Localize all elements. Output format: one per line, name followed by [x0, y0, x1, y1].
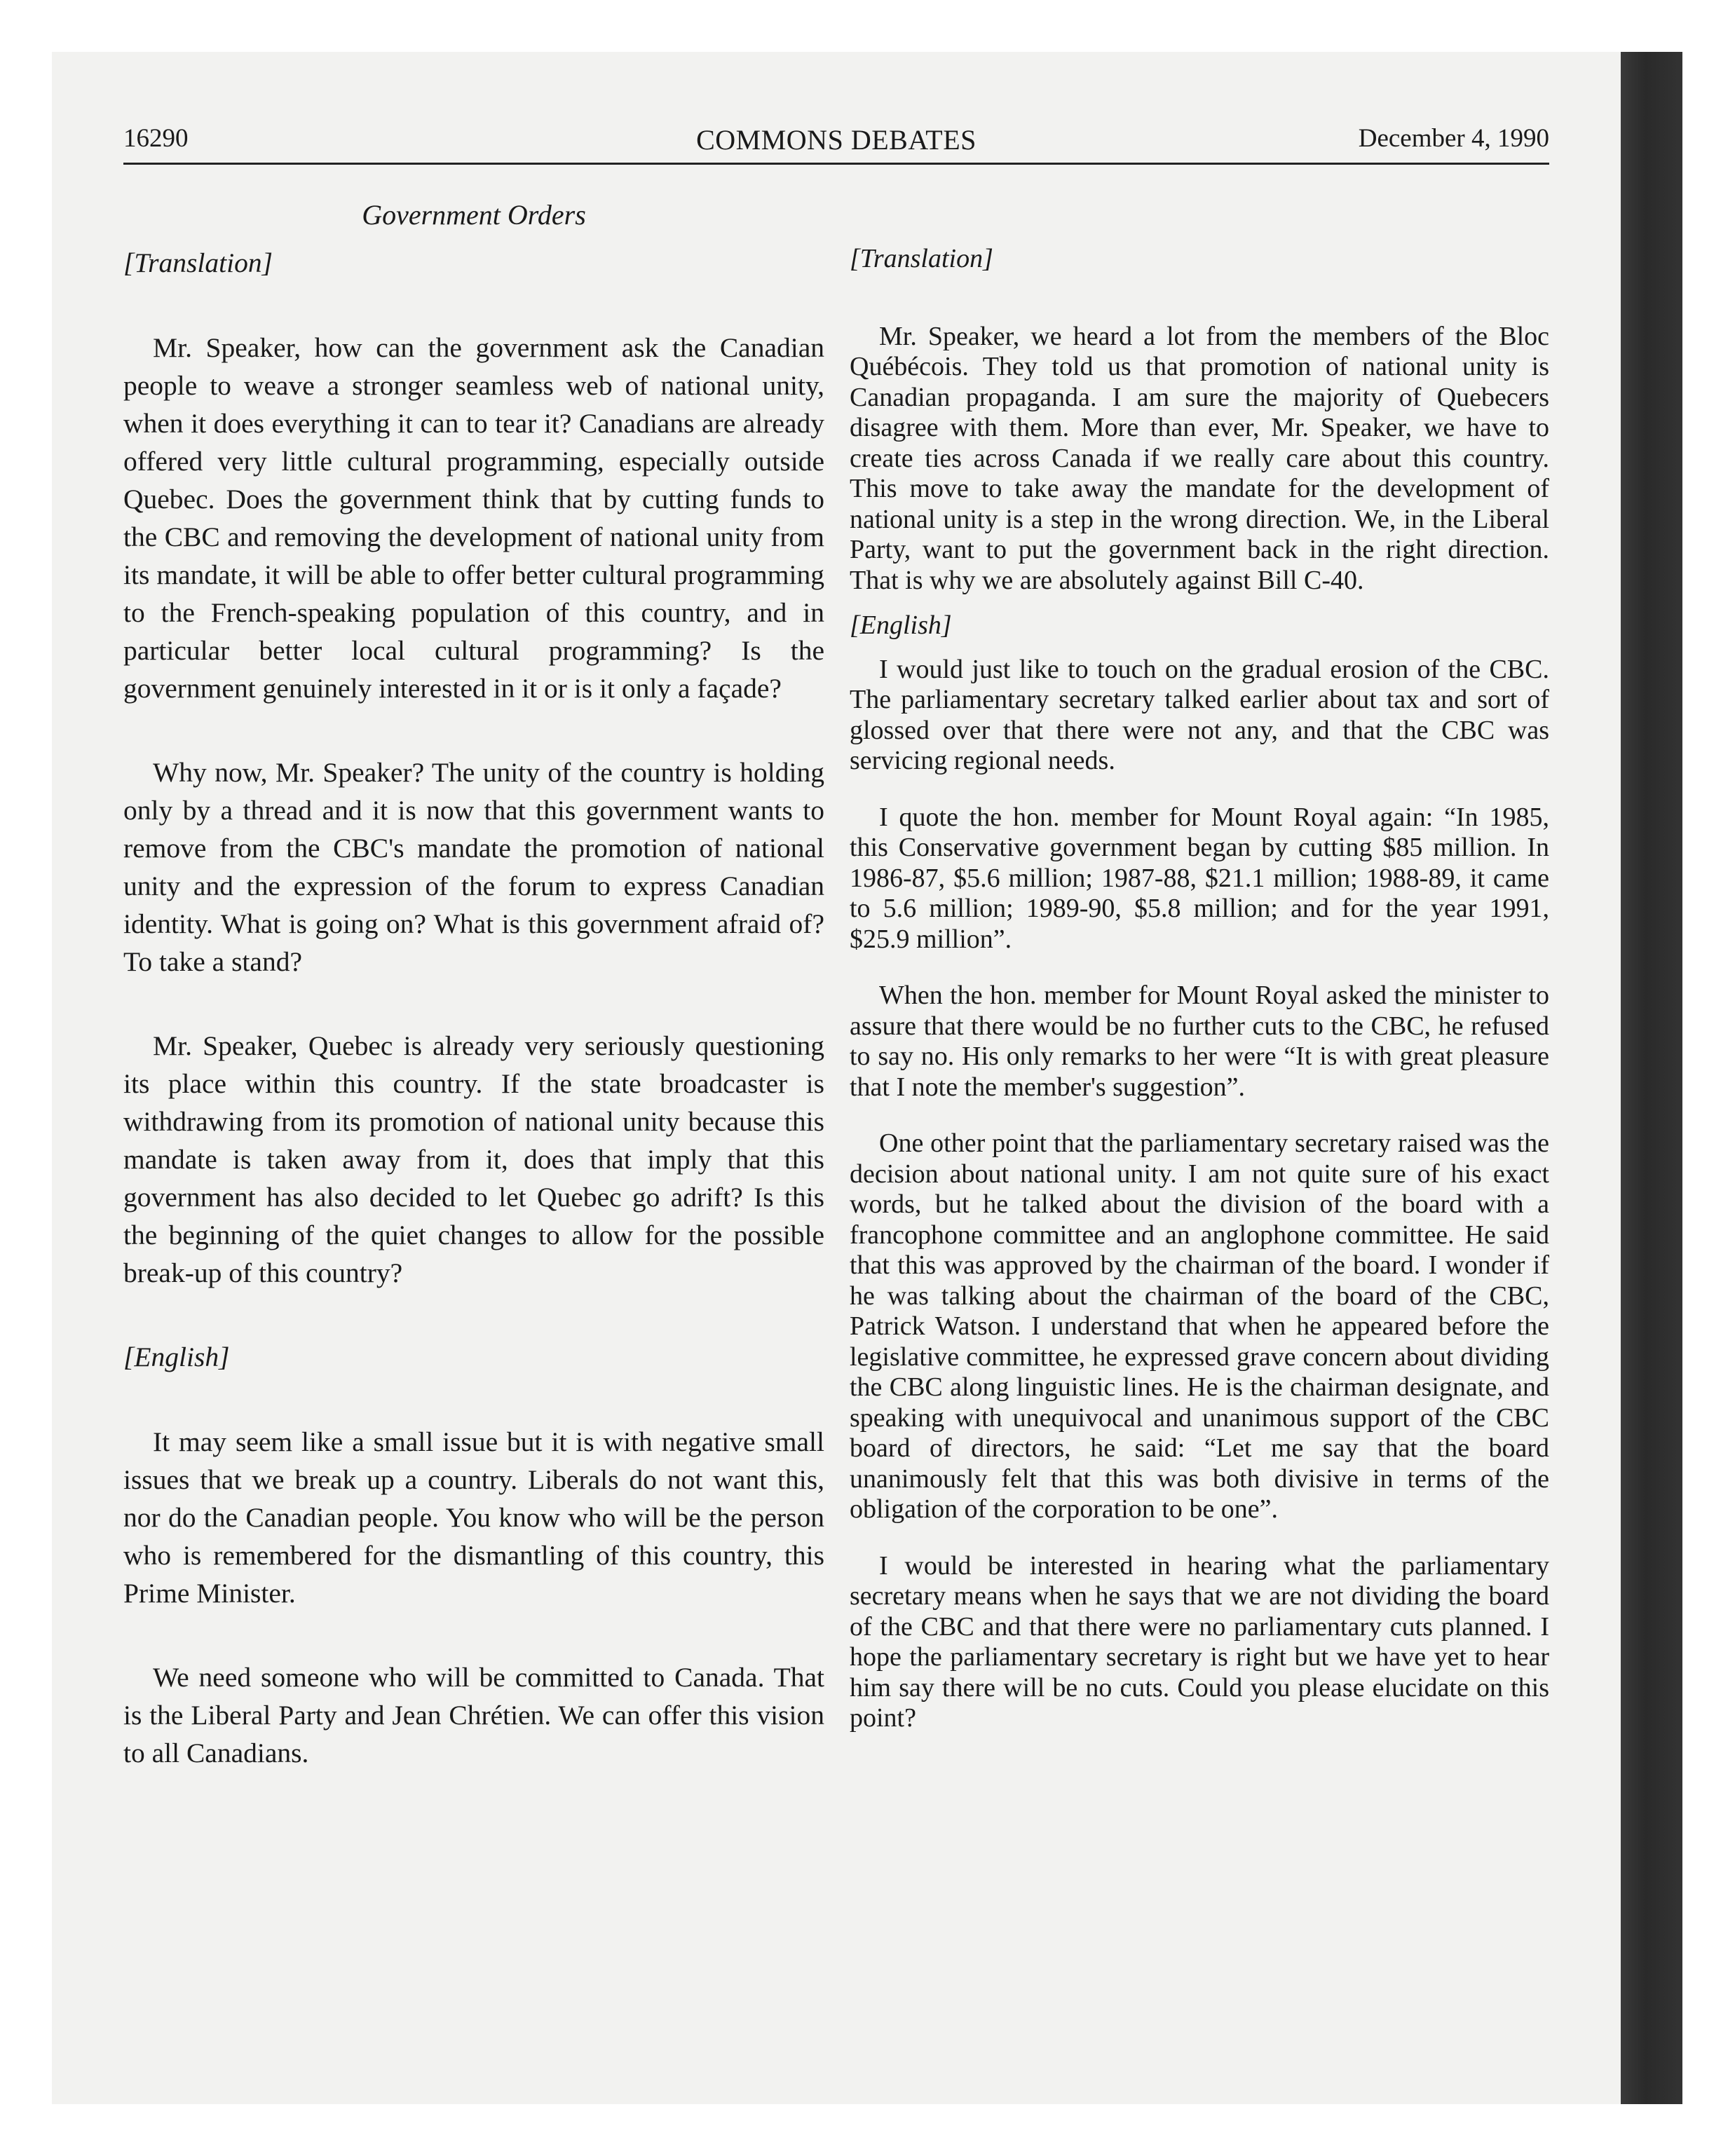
publication-title: COMMONS DEBATES: [696, 124, 977, 156]
left-column: [123, 244, 824, 1818]
paragraph: I would just like to touch on the gradual erosion of the CBC. The parliamentary secretary talked earlier about tax and sort of glossed over that there were not any, and that the CBC was servicing regional needs.: [850, 654, 1549, 775]
page-number: 16290: [123, 124, 189, 153]
paragraph: One other point that the parliamentary secretary raised was the decision about national unity. I am not quite sure of his exact words, but he talked about the division of the board with a francophone committee and an anglophone committee. He said that this was approved by the chairman of the board. I wonder if he was talking about the chairman of the board of the CBC, Patrick Watson. I understand that when he appeared before the legislative committee, he expressed grave concern about dividing the CBC along linguistic lines. He is the chairman designate, and speaking with unequivocal and unanimous support of the CBC board of directors, he said: “Let me say that the board unanimously felt that this was both divisive in terms of the obligation of the corporation to be one”.: [850, 1128, 1549, 1524]
paragraph: We need someone who will be committed to Canada. That is the Liberal Party and Jean Chrétien. We can offer this vision to all Canadians.: [123, 1662, 824, 1768]
paragraph: Mr. Speaker, we heard a lot from the members of the Bloc Québécois. They told us that promotion of national unity is Canadian propaganda. I am sure the majority of Quebecers disagree with them. More than ever, Mr. Speaker, we have to create ties across Canada if we really care about this country. This move to take away the mandate for the development of national unity is a step in the wrong direction. We, in the Liberal Party, want to put the government back in the right direction. That is why we are absolutely against Bill C-40.: [850, 321, 1549, 595]
header-date: December 4, 1990: [1358, 124, 1549, 153]
paragraph: I quote the hon. member for Mount Royal again: “In 1985, this Conservative government began by cutting $85 million. In 1986-87, $5.6 million; 1987-88, $21.1 million; 1988-89, it came to 5.6 million; 1989-90, $5.8 million; and for the year 1991, $25.9 million”.: [850, 802, 1549, 954]
paragraph: Mr. Speaker, Quebec is already very seriously questioning its place within this country. If the state broadcaster is withdrawing from its promotion of national unity because this mandate is taken away from it, does that imply that this government has also decided to let Quebec go adrift? Is this the beginning of the quiet changes to allow for the possible break-up of this country?: [123, 1030, 824, 1288]
right-column: [850, 244, 1549, 1760]
paragraph: It may seem like a small issue but it is with negative small issues that we break up a country. Liberals do not want this, nor do the Canadian people. You know who will be the person who is remembered for the dismantling of this country, this Prime Minister.: [123, 1426, 824, 1609]
section-title: Government Orders: [362, 199, 586, 231]
page-header: [123, 123, 1549, 163]
language-tag: [English]: [123, 1342, 230, 1372]
language-tag: [Translation]: [850, 244, 993, 273]
language-tag: [Translation]: [123, 247, 273, 278]
paragraph: Mr. Speaker, how can the government ask the Canadian people to weave a stronger seamless web of national unity, when it does everything it can to tear it? Canadians are already offered very little cultural programming, especially outside Quebec. Does the government think that by cutting funds to the CBC and removing the development of national unity from its mandate, it will be able to offer better cultural programming to the French-speaking population of this country, and in particular better local cultural programming? Is the government genuinely interested in it or is it only a façade?: [123, 332, 824, 704]
header-rule: [123, 163, 1549, 165]
scan-edge-shadow: [1621, 52, 1682, 2104]
paragraph: Why now, Mr. Speaker? The unity of the country is holding only by a thread and it is now that this government wants to remove from the CBC's mandate the promotion of national unity and the expression of the forum to express Canadian identity. What is going on? What is this government afraid of? To take a stand?: [123, 757, 824, 977]
paragraph: I would be interested in hearing what the parliamentary secretary means when he says that we are not dividing the board of the CBC and that there were no parliamentary cuts planned. I hope the parliamentary secretary is right but we have yet to hear him say there will be no cuts. Could you please elucidate on this point?: [850, 1550, 1549, 1733]
language-tag: [English]: [850, 610, 952, 640]
paragraph: When the hon. member for Mount Royal asked the minister to assure that there would be no further cuts to the CBC, he refused to say no. His only remarks to her were “It is with great pleasure that I note the member's suggestion”.: [850, 981, 1549, 1102]
